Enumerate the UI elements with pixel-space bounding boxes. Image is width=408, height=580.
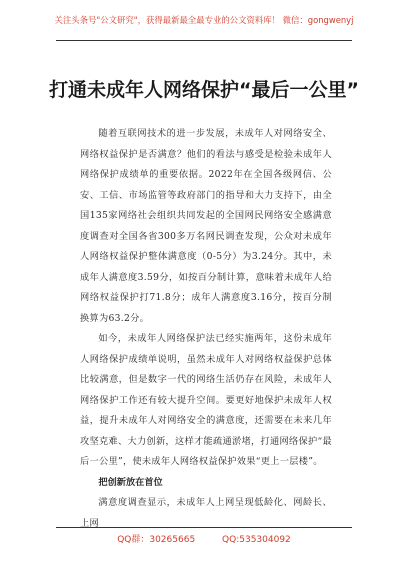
header-banner: 关注头条号"公文研究"，获得最新最全最专业的公文资料库！ 微信：gongwenyj (54, 15, 354, 25)
header-divider (56, 40, 352, 41)
footer-qq: QQ:535304092 (222, 535, 291, 545)
footer-divider (56, 527, 352, 528)
paragraph-3: 满意度调查显示，未成年人上网呈现低龄化、网龄长、上网 (80, 497, 332, 529)
paragraph-1: 随着互联网技术的进一步发展，未成年人对网络安全、网络权益保护是否满意？他们的看法与感受是检验未成年人网络保护成绩单的重要依据。2022年在全国各级网信、公安、工信、市场监管等政府部门的指导和大力支持下，由全国135家网络社会组织共同发起的全国网民网络安全感满意度调查对全国各省300多万名网民调查发现，公众对未成年人网络权益保护整体满意度（0-5分）为3.24分。其中，未成年人满意度3.59分，如按百分制计算，意味着未成年人给网络权益保护打71.8分；成年人满意度3.16分，按百分制换算为63.2分。 (80, 128, 332, 324)
footer (0, 532, 408, 545)
document-title: 打通未成年人网络保护“最后一公里” (49, 79, 359, 101)
footer-qq-group: QQ群：30265665 (117, 535, 196, 545)
paragraph-2: 如今，未成年人网络保护法已经实施两年，这份未成年人网络保护成绩单说明，虽然未成年人对网络权益保护总体比较满意，但是数字一代的网络生活仍存在风险，未成年人网络保护工作还有较大提升空间。要更好地保护未成年人权益，提升未成年人对网络安全的满意度，还需要在未来几年攻坚克难、大力创新，这样才能疏通淤堵，打通网络保护“最后一公里”，使未成年人网络权益保护效果“更上一层楼”。 (80, 333, 332, 467)
document-body (80, 124, 332, 534)
section-subheading: 把创新放在首位 (98, 476, 163, 488)
